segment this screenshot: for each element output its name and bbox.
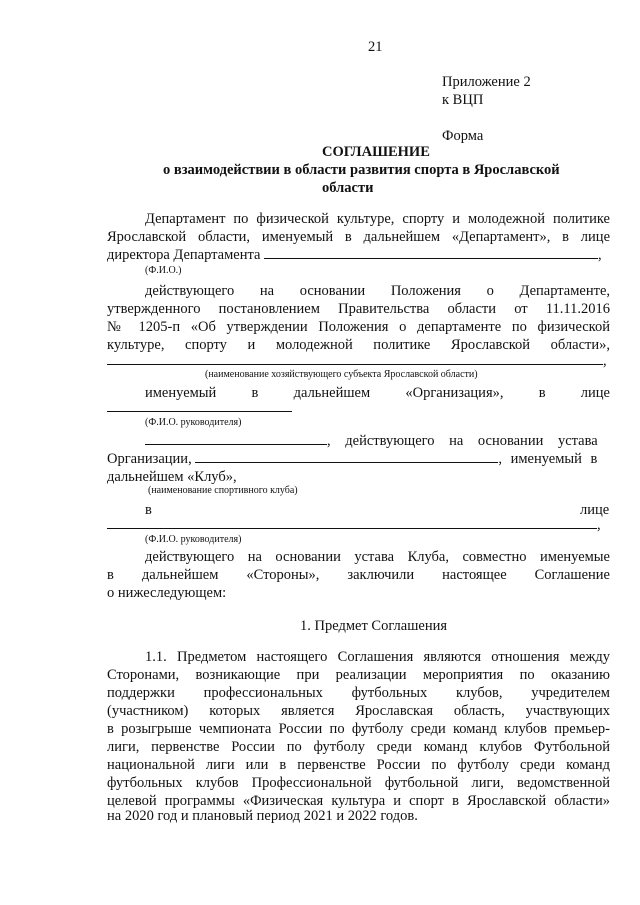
director-label: директора Департамента	[107, 247, 261, 263]
comma: ,	[603, 353, 607, 369]
section-1-line: поддержки профессиональных футбольных клубов, учредителем	[107, 685, 610, 701]
parties-line-2: в дальнейшем «Стороны», заключили настоящее Соглашение	[107, 567, 610, 583]
basis-line-4: культуре, спорту и молодежной политике Ярославской области»,	[107, 337, 610, 353]
club-head-name-blank	[107, 516, 597, 529]
parties-line-1: действующего на основании устава Клуба, совместно именуемые	[145, 549, 610, 565]
club-basis-line-2	[107, 450, 610, 468]
club-head-blank-line	[107, 516, 610, 534]
intro-line-3	[107, 246, 610, 264]
organization-head-blank-line	[107, 399, 292, 417]
section-1-line: национальной лиги или в первенстве России по футболу среди команд	[107, 757, 610, 773]
appendix-line-1: Приложение 2	[442, 74, 531, 90]
section-1-line: Сторонами, возникающие при реализации мероприятия по оказанию	[107, 667, 610, 683]
organization-word: Организации,	[107, 451, 192, 467]
comma: ,	[598, 247, 602, 263]
club-name-blank	[195, 450, 498, 463]
section-1-line: 1.1. Предметом настоящего Соглашения являются отношения между	[145, 649, 610, 665]
club-basis-line-3: дальнейшем «Клуб»,	[107, 469, 237, 485]
club-basis-text: , действующего на основании устава	[327, 433, 598, 449]
club-head-line-start: в	[145, 502, 152, 518]
organization-blank-line	[107, 352, 610, 370]
club-head-line-end: лице	[580, 502, 610, 518]
appendix-line-2: к ВЦП	[442, 92, 484, 108]
document-title: СОГЛАШЕНИЕ	[322, 144, 430, 160]
parties-line-3: о нижеследующем:	[107, 585, 227, 601]
section-1-heading: 1. Предмет Соглашения	[300, 618, 448, 634]
basis-line-2: утвержденного постановлением Правительства области от 11.11.2016	[107, 301, 610, 317]
intro-line-2: Ярославской области, именуемый в дальнейшем «Департамент», в лице	[107, 229, 610, 245]
organization-caption: (наименование хозяйствующего субъекта Ярославской области)	[205, 369, 478, 380]
section-1-line: (участником) которых является Ярославская область, участвующих	[107, 703, 610, 719]
form-label: Форма	[442, 128, 484, 144]
fio-caption-3: (Ф.И.О. руководителя)	[145, 534, 242, 545]
comma: ,	[597, 517, 601, 533]
fio-caption-2: (Ф.И.О. руководителя)	[145, 417, 242, 428]
section-1-line: целевой программы «Физическая культура и спорт в Ярославской области»	[107, 793, 610, 809]
named-as-text: , именуемый в	[498, 451, 598, 467]
organization-named-line: именуемый в дальнейшем «Организация», в лице	[145, 385, 610, 401]
club-head-blank	[145, 432, 327, 445]
director-name-blank	[264, 246, 598, 259]
basis-line-3: № 1205-п «Об утверждении Положения о департаменте по физической	[107, 319, 610, 335]
fio-caption-1: (Ф.И.О.)	[145, 265, 182, 276]
section-1-last-line: на 2020 год и плановый период 2021 и 2022 годов.	[107, 808, 418, 824]
section-1-line: в розыгрыше чемпионата России по футболу среди команд клубов премьер-	[107, 721, 610, 737]
club-caption: (наименование спортивного клуба)	[148, 485, 298, 496]
document-subtitle-line-1: о взаимодействии в области развития спорта в Ярославской	[163, 162, 560, 178]
section-1-line: футбольных клубов Профессиональной футбольной лиги, ведомственной	[107, 775, 610, 791]
page-number: 21	[368, 39, 383, 55]
organization-head-name-blank	[107, 399, 292, 412]
basis-line-1: действующего на основании Положения о Департаменте,	[145, 283, 610, 299]
organization-name-blank	[107, 352, 603, 365]
club-basis-line-1	[145, 432, 610, 450]
section-1-line: лиги, первенстве России по футболу среди команд клубов Футбольной	[107, 739, 610, 755]
intro-line-1: Департамент по физической культуре, спорту и молодежной политике	[145, 211, 610, 227]
document-subtitle-line-2: области	[322, 180, 374, 196]
